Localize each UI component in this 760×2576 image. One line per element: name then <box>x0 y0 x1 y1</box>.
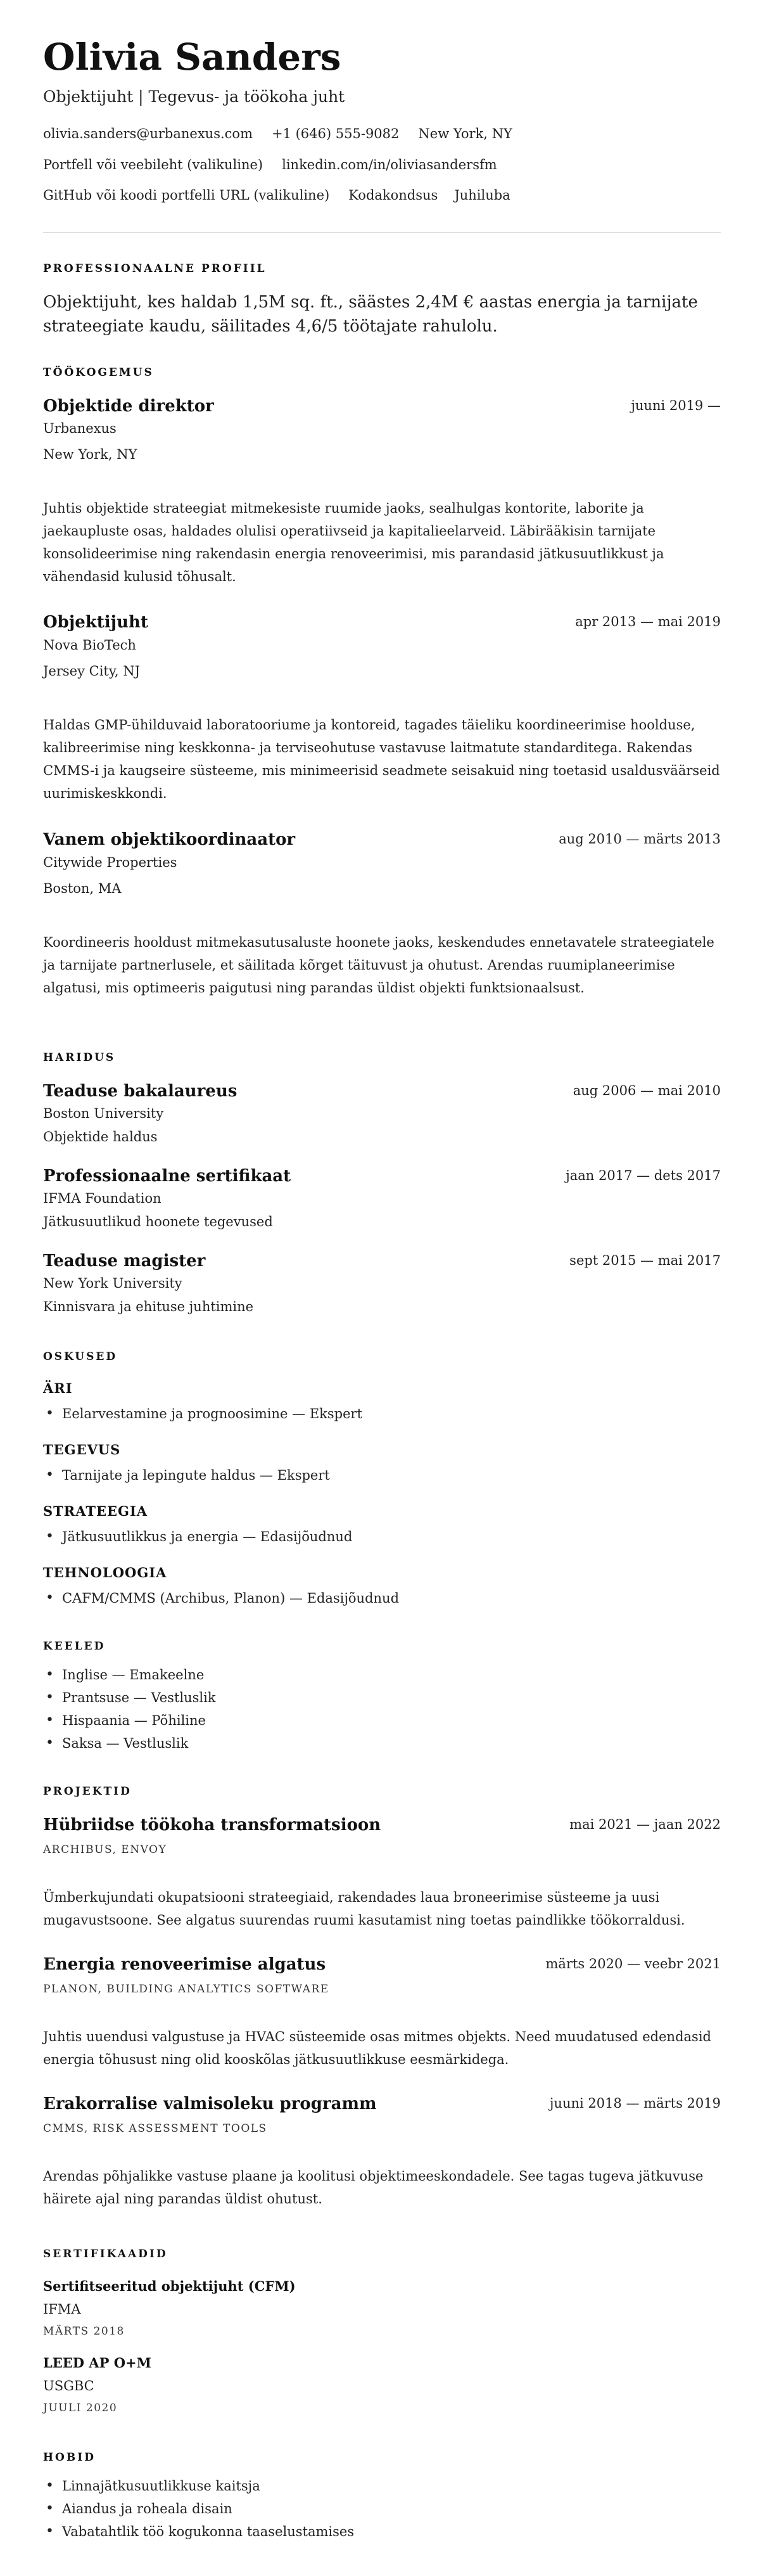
experience-description: Koordineeris hooldust mitmekasutusaluste hoonete jaoks, keskendudes ennetavatele strateegiatele ja tarnijate partnerlusele, et säilitada kõrget täituvust ja ohutust. Arendas ruumiplaneerimise algatusi, mis optimeeris paigutusi ning parandas üldist objekti funktsionaalsust. <box>43 935 714 996</box>
language-item: • Hispaania — Põhiline <box>43 1713 206 1728</box>
candidate-name: Olivia Sanders <box>43 35 341 79</box>
contact-row-links <box>43 157 497 172</box>
section-title-projects: PROJEKTID <box>43 1785 132 1798</box>
project-description: Arendas põhjalikke vastuse plaane ja koolitusi objektimeeskondadele. See tagas tugeva jätkuvuse häirete ajal ning parandas üldist ohutust. <box>43 2169 704 2207</box>
driving-license-text: Juhiluba <box>454 188 510 203</box>
header-divider <box>43 232 721 233</box>
education-field: Objektide haldus <box>43 1129 158 1144</box>
experience-dates: apr 2013 — mai 2019 <box>575 614 721 629</box>
project-dates: mai 2021 — jaan 2022 <box>569 1817 721 1832</box>
education-degree: Teaduse magister <box>43 1252 206 1271</box>
education-school: New York University <box>43 1276 182 1291</box>
certification-name: Sertifitseeritud objektijuht (CFM) <box>43 2278 296 2294</box>
experience-location: Boston, MA <box>43 881 122 896</box>
hobby-item: • Linnajätkusuutlikkuse kaitsja <box>43 2478 260 2494</box>
section-title-profile: PROFESSIONAALNE PROFIIL <box>43 262 267 275</box>
profile-summary: Objektijuht, kes haldab 1,5M sq. ft., säästes 2,4M € aastas energia ja tarnijate strateegiate kaudu, säilitades 4,6/5 töötajate rahulolu. <box>43 293 698 336</box>
skill-item: • Tarnijate ja lepingute haldus — Ekspert <box>43 1468 330 1483</box>
contact-row-primary <box>43 126 512 141</box>
candidate-headline: Objektijuht | Tegevus- ja töökoha juht <box>43 87 345 106</box>
project-name: Erakorralise valmisoleku programm <box>43 2094 377 2113</box>
portfolio-link[interactable]: Portfell või veebileht (valikuline) <box>43 157 263 172</box>
project-description: Ümberkujundati okupatsiooni strateegiaid, rakendades laua broneerimise süsteeme ja uusi mugavustsoone. See algatus suurendas ruumi kasutamist ning toetas paindlikke töökorraldusi. <box>43 1890 685 1928</box>
section-title-education: HARIDUS <box>43 1051 116 1064</box>
skill-group-name: TEGEVUS <box>43 1442 121 1458</box>
education-dates: sept 2015 — mai 2017 <box>569 1253 721 1268</box>
experience-role: Objektijuht <box>43 613 148 632</box>
experience-location: New York, NY <box>43 447 137 462</box>
location-text: New York, NY <box>418 126 512 141</box>
citizenship-text: Kodakondsus <box>348 188 438 203</box>
experience-company: Urbanexus <box>43 421 117 436</box>
project-name: Energia renoveerimise algatus <box>43 1955 326 1974</box>
education-degree: Professionaalne sertifikaat <box>43 1167 291 1186</box>
experience-company: Nova BioTech <box>43 638 136 653</box>
phone-text: +1 (646) 555-9082 <box>271 126 400 141</box>
contact-row-extra <box>43 188 510 203</box>
language-item: • Saksa — Vestluslik <box>43 1736 188 1751</box>
section-title-languages: KEELED <box>43 1640 106 1653</box>
project-tools: PLANON, BUILDING ANALYTICS SOFTWARE <box>43 1983 329 1996</box>
hobby-item: • Vabatahtlik töö kogukonna taaselustamises <box>43 2524 354 2539</box>
project-description: Juhtis uuendusi valgustuse ja HVAC süsteemide osas mitmes objekts. Need muudatused edendasid energia tõhusust ning olid kooskõlas jätkusuutlikkuse eesmärkidega. <box>43 2029 711 2067</box>
github-link[interactable]: GitHub või koodi portfelli URL (valikuline) <box>43 188 330 203</box>
hobby-item: • Aiandus ja roheala disain <box>43 2501 232 2516</box>
experience-location: Jersey City, NJ <box>43 663 141 679</box>
linkedin-link[interactable]: linkedin.com/in/oliviasandersfm <box>282 157 497 172</box>
certification-issuer: IFMA <box>43 2302 81 2317</box>
experience-description: Haldas GMP-ühilduvaid laboratooriume ja kontoreid, tagades täieliku koordineerimise hoolduse, kalibreerimise ning keskkonna- ja terviseohutuse vastavuse laitmatute standarditega. Rakendas CMMS-i ja kaugseire süsteeme, mis minimeerisid seadmete seisakuid ning toetasid usaldusväärseid uurimiskeskkondi. <box>43 717 720 801</box>
certification-date: MÄRTS 2018 <box>43 2325 125 2338</box>
section-title-skills: OSKUSED <box>43 1350 118 1363</box>
certification-date: JUULI 2020 <box>43 2402 118 2414</box>
project-tools: ARCHIBUS, ENVOY <box>43 1843 167 1856</box>
language-item: • Prantsuse — Vestluslik <box>43 1690 216 1705</box>
experience-company: Citywide Properties <box>43 855 177 870</box>
section-title-experience: TÖÖKOGEMUS <box>43 366 154 379</box>
project-tools: CMMS, RISK ASSESSMENT TOOLS <box>43 2122 267 2135</box>
section-title-certifications: SERTIFIKAADID <box>43 2248 168 2260</box>
skill-group-name: TEHNOLOOGIA <box>43 1565 167 1580</box>
certification-issuer: USGBC <box>43 2378 94 2393</box>
project-name: Hübriidse töökoha transformatsioon <box>43 1816 381 1835</box>
education-dates: jaan 2017 — dets 2017 <box>566 1168 721 1183</box>
education-degree: Teaduse bakalaureus <box>43 1082 238 1101</box>
skill-group-name: STRATEEGIA <box>43 1503 148 1519</box>
project-dates: juuni 2018 — märts 2019 <box>549 2096 721 2111</box>
experience-role: Vanem objektikoordinaator <box>43 830 296 849</box>
language-item: • Inglise — Emakeelne <box>43 1667 204 1682</box>
experience-description: Juhtis objektide strateegiat mitmekesiste ruumide jaoks, sealhulgas kontorite, laborite ja jaekaupluste osas, haldades olulisi operatiivseid ja kapitalieelarveid. Läbirääkisin tarnijate konsolideerimise ning rakendasin energia renoveerimisi, mis parandasid jätkusuutlikkust ja vähendasid kulusid tõhusalt. <box>43 501 664 584</box>
education-dates: aug 2006 — mai 2010 <box>573 1083 721 1098</box>
skill-item: • Jätkusuutlikkus ja energia — Edasijõudnud <box>43 1529 352 1544</box>
experience-dates: juuni 2019 — <box>631 398 721 413</box>
skill-group-name: ÄRI <box>43 1380 73 1396</box>
education-school: IFMA Foundation <box>43 1191 162 1206</box>
skill-item: • CAFM/CMMS (Archibus, Planon) — Edasijõudnud <box>43 1591 399 1606</box>
certification-name: LEED AP O+M <box>43 2355 151 2371</box>
education-field: Jätkusuutlikud hoonete tegevused <box>43 1214 273 1229</box>
experience-role: Objektide direktor <box>43 397 214 416</box>
skill-item: • Eelarvestamine ja prognoosimine — Ekspert <box>43 1406 362 1421</box>
experience-dates: aug 2010 — märts 2013 <box>559 831 721 847</box>
section-title-hobbies: HOBID <box>43 2451 96 2464</box>
education-field: Kinnisvara ja ehituse juhtimine <box>43 1299 254 1314</box>
email-link[interactable]: olivia.sanders@urbanexus.com <box>43 126 253 141</box>
project-dates: märts 2020 — veebr 2021 <box>545 1956 721 1971</box>
education-school: Boston University <box>43 1106 164 1121</box>
